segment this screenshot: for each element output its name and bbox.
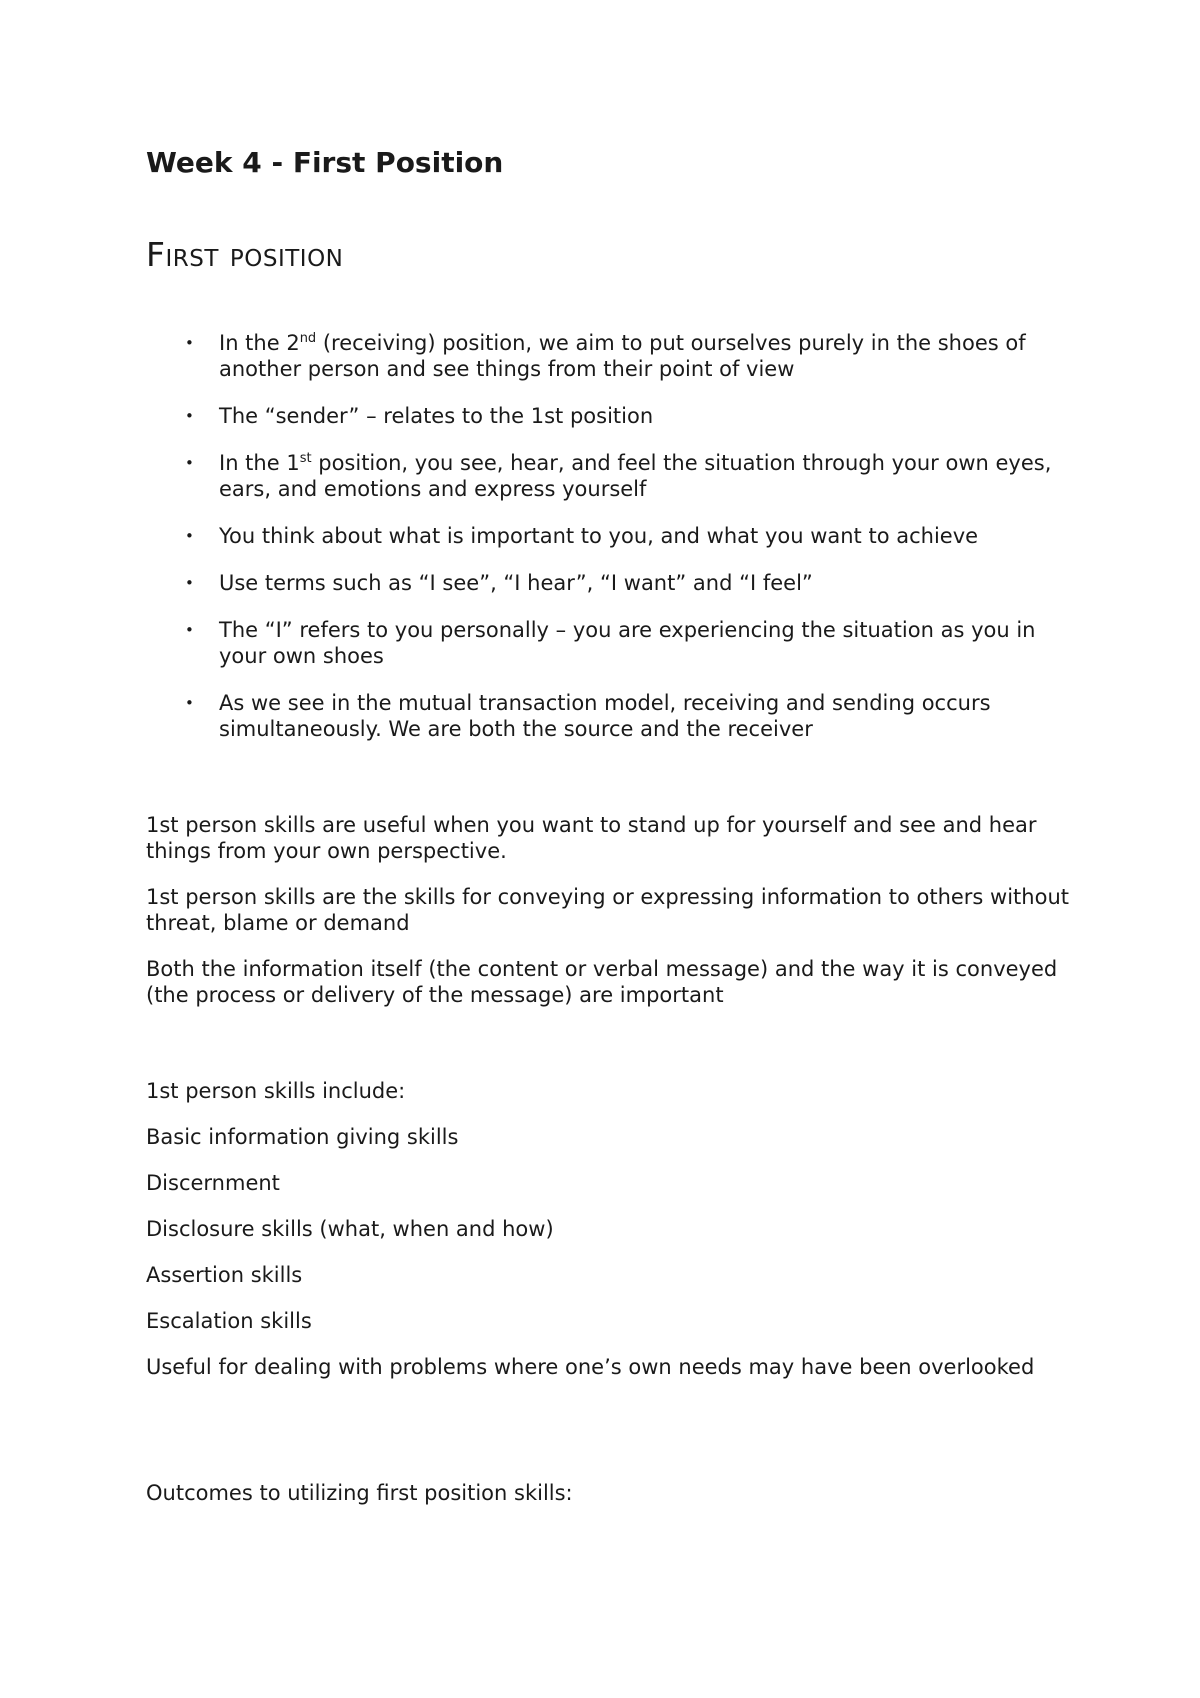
bullet-item: • The “I” refers to you personally – you are experiencing the situation as you in your own shoes — [185, 618, 1036, 668]
bullet-item: • The “sender” – relates to the 1st position — [185, 404, 654, 428]
bullet-dot: • — [185, 574, 194, 592]
bullet-item: • Use terms such as “I see”, “I hear”, “I want” and “I feel” — [185, 571, 813, 595]
skill-item: Discernment — [146, 1171, 280, 1195]
bullet-dot: • — [185, 334, 194, 352]
skills-list — [146, 1078, 1086, 1400]
outcomes-heading: Outcomes to utilizing first position skills: — [146, 1481, 573, 1505]
paragraph: 1st person skills are useful when you want to stand up for yourself and see and hear things from your own perspective. — [146, 813, 1037, 863]
bullet-item: • You think about what is important to you, and what you want to achieve — [185, 524, 979, 548]
bullet-dot: • — [185, 621, 194, 639]
skill-item: Escalation skills — [146, 1309, 312, 1333]
skill-item: Basic information giving skills — [146, 1125, 459, 1149]
bullet-item: • As we see in the mutual transaction model, receiving and sending occurs simultaneously. We are both the source and the receiver — [185, 691, 991, 741]
skill-item: Disclosure skills (what, when and how) — [146, 1217, 554, 1241]
bullet-list — [146, 330, 1086, 763]
paragraph: Both the information itself (the content or verbal message) and the way it is conveyed (the process or delivery of the message) are important — [146, 957, 1058, 1007]
paragraph: 1st person skills are the skills for conveying or expressing information to others without threat, blame or demand — [146, 885, 1069, 935]
bullet-dot: • — [185, 694, 194, 712]
bullet-item: • In the 1st position, you see, hear, and feel the situation through your own eyes, ears, and emotions and express yourself — [185, 451, 1052, 501]
bullet-dot: • — [185, 407, 194, 425]
bullet-dot: • — [185, 454, 194, 472]
bullet-item: • In the 2nd (receiving) position, we aim to put ourselves purely in the shoes of another person and see things from their point of view — [185, 331, 1026, 381]
skill-item: Useful for dealing with problems where one’s own needs may have been overlooked — [146, 1355, 1035, 1379]
paragraph-group — [146, 812, 1086, 1028]
skills-intro: 1st person skills include: — [146, 1079, 406, 1103]
skill-item: Assertion skills — [146, 1263, 303, 1287]
document-title: Week 4 - First Position — [146, 146, 504, 179]
bullet-dot: • — [185, 527, 194, 545]
section-heading: First position — [146, 235, 344, 274]
